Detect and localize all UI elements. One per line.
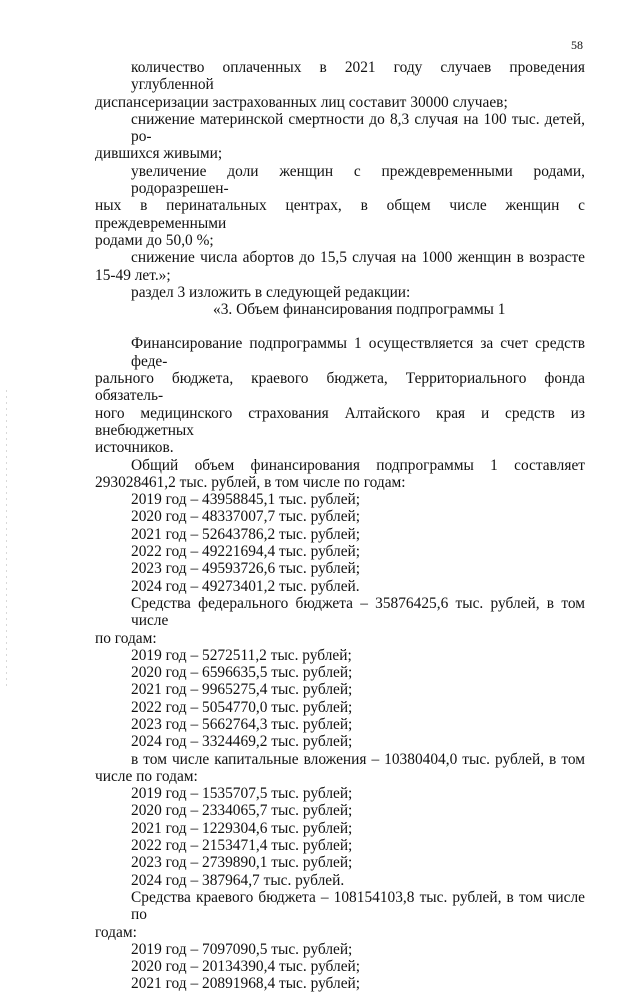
year-line: 2021 год – 20891968,4 тыс. рублей; bbox=[131, 975, 361, 993]
text-line: диспансеризации застрахованных лиц составит 30000 случаев; bbox=[95, 93, 508, 111]
year-line: 2019 год – 7097090,5 тыс. рублей; bbox=[131, 940, 353, 958]
text-line: снижение числа абортов до 15,5 случая на 1000 женщин в возрасте bbox=[131, 249, 585, 267]
scan-margin-mark bbox=[6, 390, 7, 690]
year-line: 2022 год – 5054770,0 тыс. рублей; bbox=[131, 698, 353, 716]
year-line: 2023 год – 49593726,6 тыс. рублей; bbox=[131, 560, 361, 578]
year-line: 2019 год – 1535707,5 тыс. рублей; bbox=[131, 785, 353, 803]
year-line: 2020 год – 6596635,5 тыс. рублей; bbox=[131, 664, 353, 682]
text-line: источников. bbox=[95, 439, 174, 457]
year-line: 2023 год – 5662764,3 тыс. рублей; bbox=[131, 715, 353, 733]
text-line: Средства краевого бюджета – 108154103,8 тыс. рублей, в том числе по bbox=[131, 888, 585, 924]
text-line: раздел 3 изложить в следующей редакции: bbox=[131, 283, 411, 301]
year-line: 2020 год – 2334065,7 тыс. рублей; bbox=[131, 802, 353, 820]
year-line: 2021 год – 1229304,6 тыс. рублей; bbox=[131, 819, 353, 837]
text-line: снижение материнской смертности до 8,3 случая на 100 тыс. детей, ро- bbox=[131, 110, 585, 146]
text-line: увеличение доли женщин с преждевременными родами, родоразрешен- bbox=[131, 162, 585, 198]
document-body bbox=[95, 59, 585, 993]
year-line: 2021 год – 52643786,2 тыс. рублей; bbox=[131, 525, 361, 543]
page-number: 58 bbox=[571, 38, 583, 52]
text-line: по годам: bbox=[95, 629, 157, 647]
year-line: 2021 год – 9965275,4 тыс. рублей; bbox=[131, 681, 353, 699]
year-line: 2020 год – 48337007,7 тыс. рублей; bbox=[131, 508, 361, 526]
year-line: 2024 год – 3324469,2 тыс. рублей; bbox=[131, 733, 353, 751]
text-line: ного медицинского страхования Алтайского края и средств из внебюджетных bbox=[95, 404, 585, 439]
text-line: рального бюджета, краевого бюджета, Территориального фонда обязатель- bbox=[95, 370, 585, 405]
text-line: в том числе капитальные вложения – 10380404,0 тыс. рублей, в том bbox=[131, 750, 585, 768]
text-line: годам: bbox=[95, 923, 137, 941]
text-line: Общий объем финансирования подпрограммы 1 составляет bbox=[131, 456, 585, 474]
text-line: ных в перинатальных центрах, в общем числе женщин с преждевременными bbox=[95, 197, 585, 232]
text-line: 293028461,2 тыс. рублей, в том числе по годам: bbox=[95, 473, 406, 491]
text-line: 15-49 лет.»; bbox=[95, 266, 171, 284]
year-line: 2023 год – 2739890,1 тыс. рублей; bbox=[131, 854, 353, 872]
text-line: Средства федерального бюджета – 35876425,6 тыс. рублей, в том числе bbox=[131, 594, 585, 630]
text-line: родами до 50,0 %; bbox=[95, 231, 214, 249]
text-line: дившихся живыми; bbox=[95, 145, 223, 163]
year-line: 2022 год – 2153471,4 тыс. рублей; bbox=[131, 837, 353, 855]
section-heading: «3. Объем финансирования подпрограммы 1 bbox=[213, 301, 506, 319]
year-line: 2022 год – 49221694,4 тыс. рублей; bbox=[131, 543, 361, 561]
text-line: количество оплаченных в 2021 году случаев проведения углубленной bbox=[131, 59, 585, 94]
year-line: 2020 год – 20134390,4 тыс. рублей; bbox=[131, 958, 361, 976]
text-line: Финансирование подпрограммы 1 осуществляется за счет средств феде- bbox=[131, 335, 585, 370]
blank-line bbox=[95, 318, 585, 335]
year-line: 2024 год – 387964,7 тыс. рублей. bbox=[131, 871, 345, 889]
year-line: 2019 год – 43958845,1 тыс. рублей; bbox=[131, 491, 361, 509]
year-line: 2024 год – 49273401,2 тыс. рублей. bbox=[131, 577, 360, 595]
text-line: числе по годам: bbox=[95, 767, 198, 785]
year-line: 2019 год – 5272511,2 тыс. рублей; bbox=[131, 646, 352, 664]
